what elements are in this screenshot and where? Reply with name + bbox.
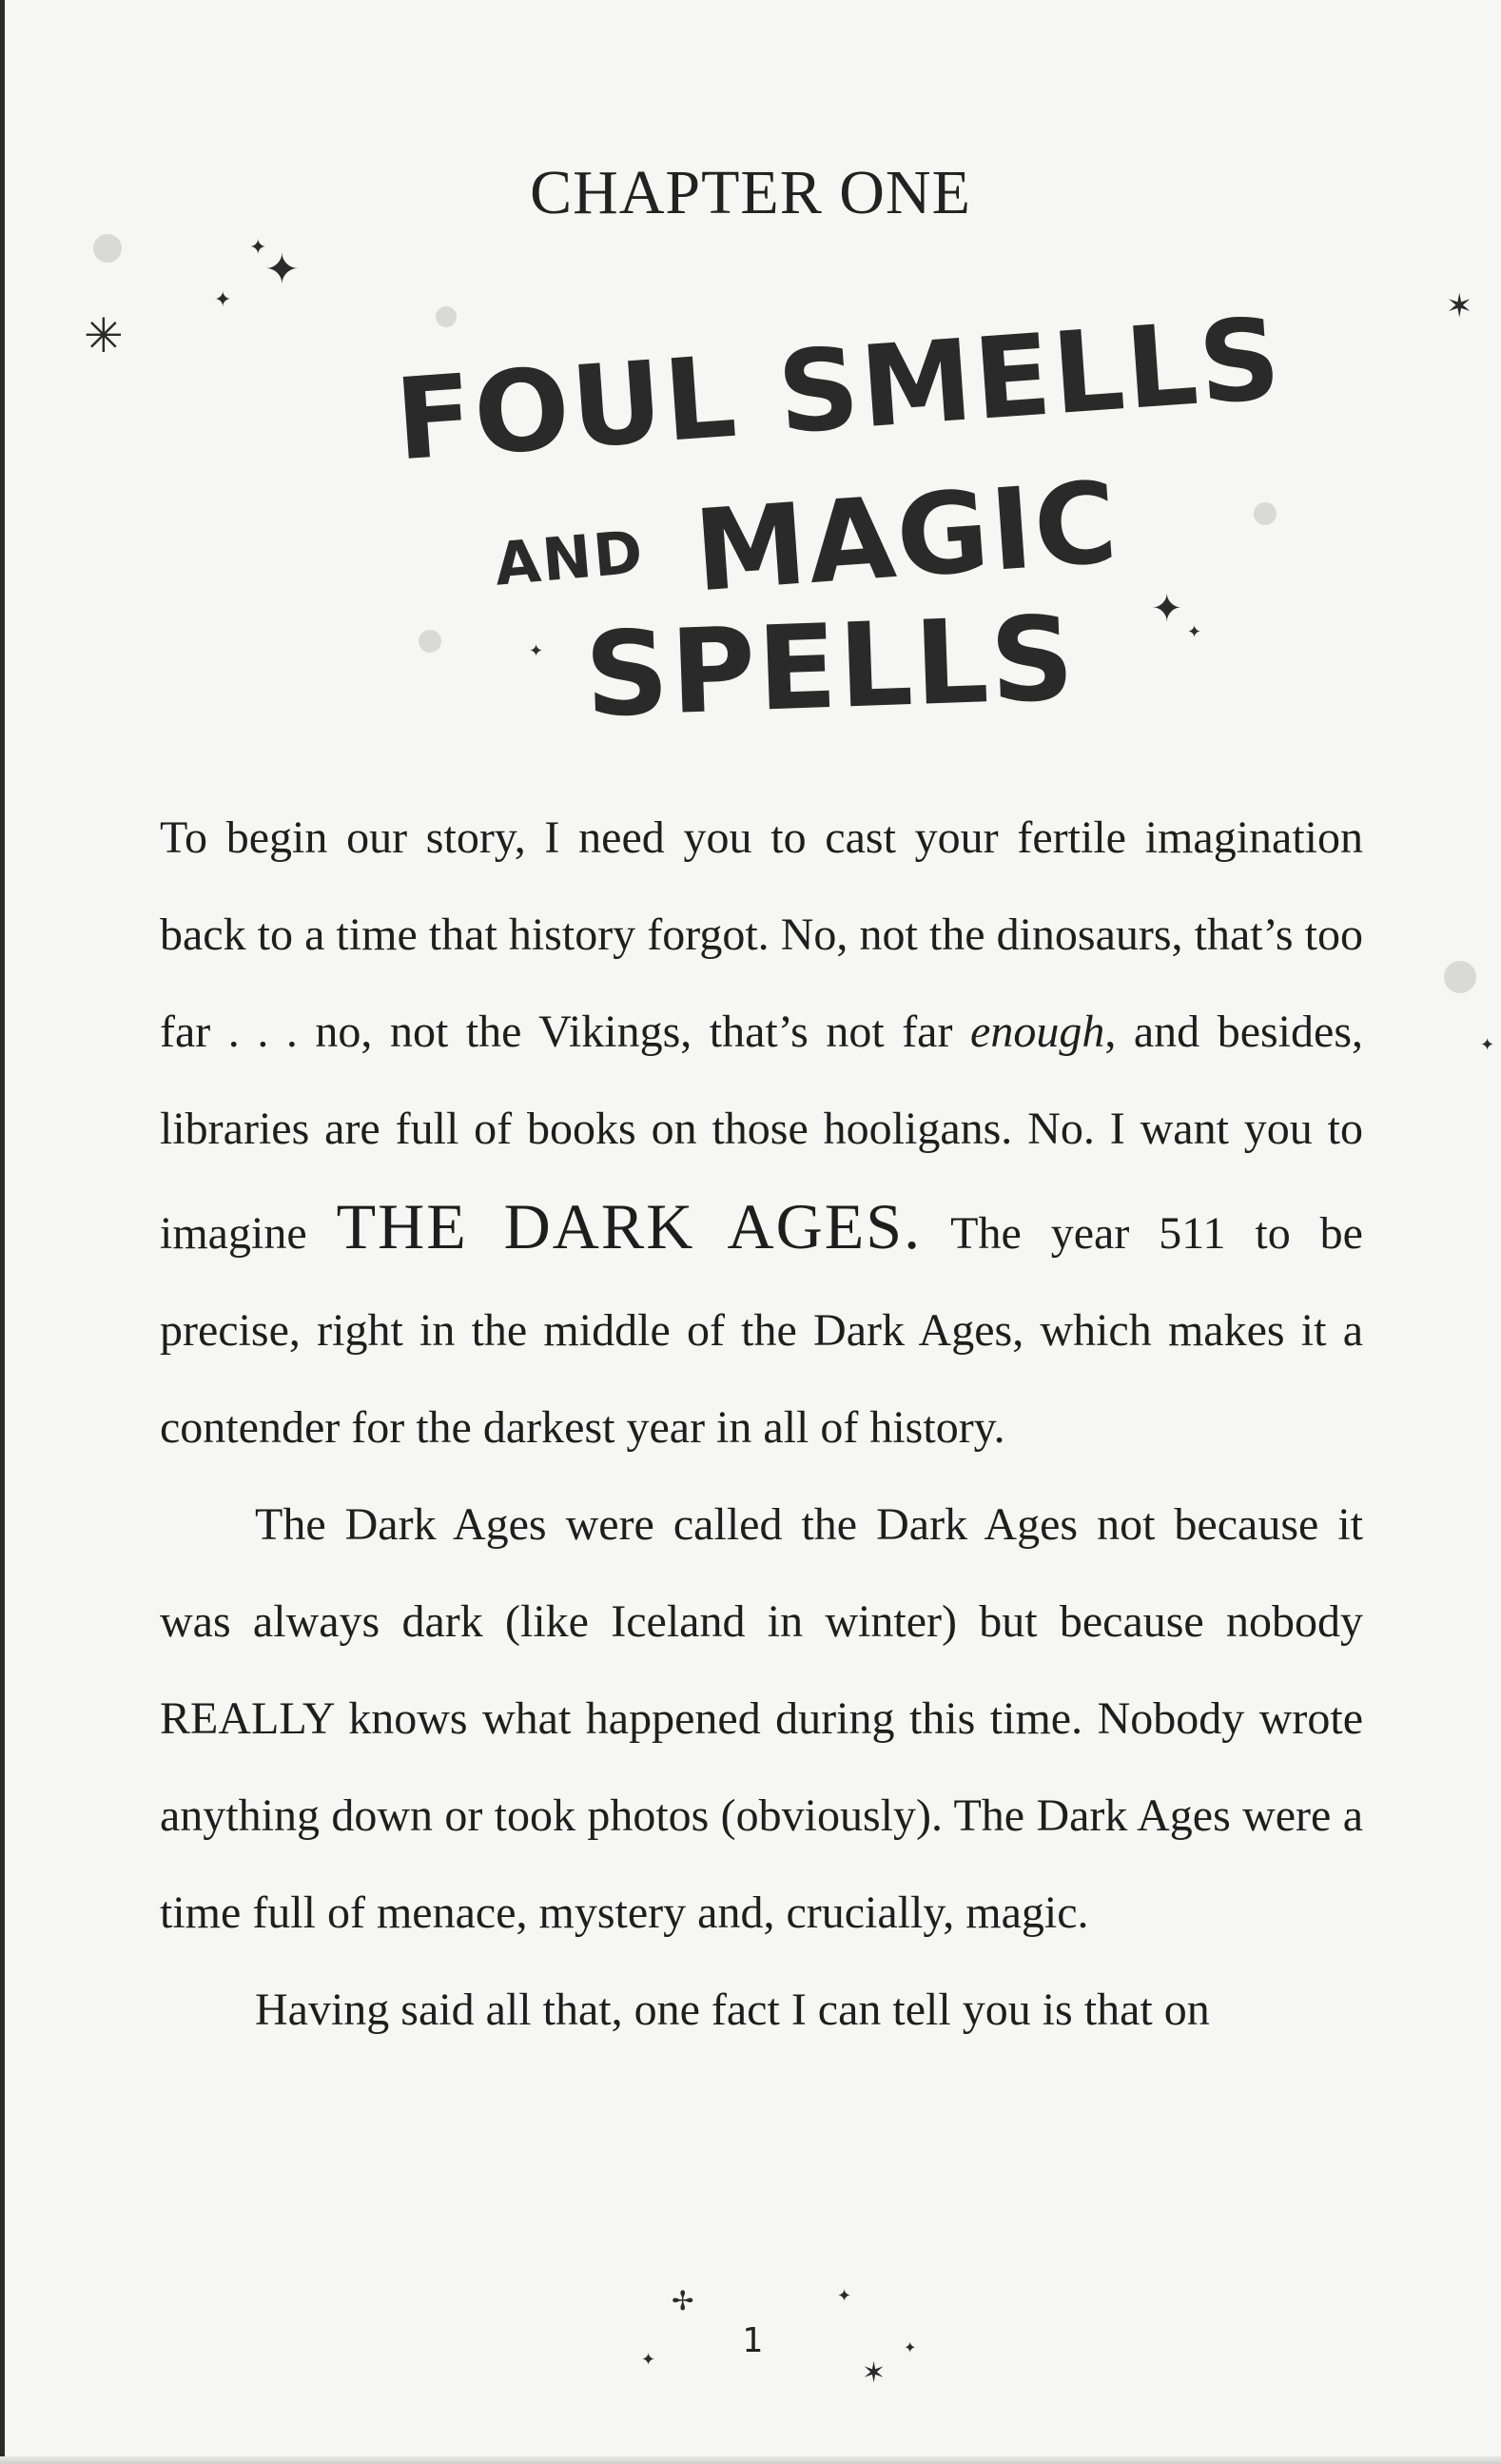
- small-star-icon: ✦: [214, 288, 232, 312]
- asterisk-star-icon: ✳: [84, 308, 124, 363]
- small-star-icon: ✦: [1187, 622, 1202, 642]
- small-star-icon: ✶: [1446, 287, 1473, 325]
- paragraph-3: Having said all that, one fact I can tell you is that on: [255, 1985, 1210, 2035]
- small-star-icon: ✦: [529, 641, 544, 661]
- small-star-icon: ✢: [672, 2285, 694, 2317]
- emphasis-enough: enough: [970, 1007, 1105, 1057]
- small-star-icon: ✦: [904, 2338, 917, 2356]
- dark-ages-heading: THE DARK AGES.: [336, 1190, 923, 1262]
- sparkle-star-icon: ✦: [1151, 587, 1183, 631]
- sparkle-star-icon: ✦: [264, 245, 300, 294]
- decorative-dot: [1254, 502, 1277, 525]
- paragraph-1-text-b: , and besides, libraries are full of books on those hooligans. No. I want you to imagine: [160, 1007, 1364, 1259]
- small-star-icon: ✦: [641, 2350, 656, 2370]
- paragraph-1-text-a: To begin our story, I need you to cast your fertile imagination back to a time that history forgot. No, not the dinosaurs, that’s too far . . . no, not the Vikings, that’s not far: [160, 812, 1363, 1057]
- page-bottom-edge: [0, 2456, 1501, 2464]
- body-text: [160, 790, 1363, 2059]
- decorative-dot: [1444, 961, 1476, 993]
- sparkle-star-icon: ✦: [249, 236, 267, 260]
- page-edge: [0, 0, 5, 2464]
- small-star-icon: ✶: [862, 2356, 887, 2390]
- paragraph-1: [160, 790, 1363, 1476]
- chapter-title-line-3: SPELLS: [582, 591, 1079, 743]
- page-number: 1: [742, 2321, 763, 2360]
- chapter-title-line-1: FOUL SMELLS: [391, 292, 1287, 486]
- decorative-dot: [93, 234, 122, 263]
- chapter-title-line-2: MAGIC: [690, 456, 1123, 617]
- small-star-icon: ✦: [837, 2286, 852, 2306]
- paragraph-2: The Dark Ages were called the Dark Ages not because it was always dark (like Iceland in winter) but because nobody REALLY knows what happened during this time. Nobody wrote anything down or took photos (obviously). The Dark Ages were a time full of menace, mystery and, crucially, magic.: [160, 1499, 1363, 1938]
- chapter-title-and: AND: [492, 517, 648, 599]
- paragraph-1-text-c: The year 511 to be precise, right in the middle of the Dark Ages, which makes it a contender for the darkest year in all of history.: [160, 1208, 1363, 1453]
- chapter-label: CHAPTER ONE: [530, 158, 971, 227]
- chapter-title: [314, 285, 1287, 743]
- small-star-icon: ✦: [1480, 1035, 1495, 1055]
